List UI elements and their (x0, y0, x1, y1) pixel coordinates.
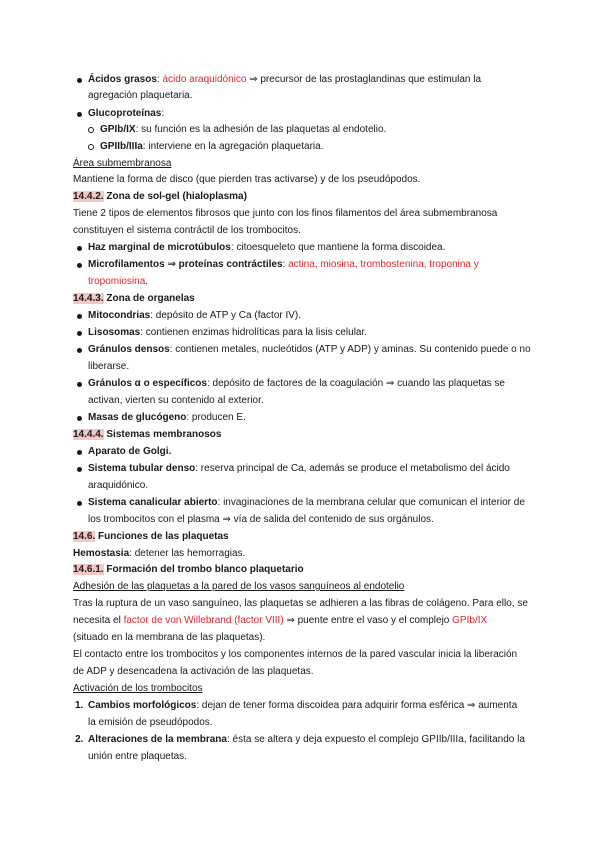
section-heading-1444 (73, 428, 221, 442)
text: : producen E. (186, 412, 246, 423)
sub-bullet-icon (88, 127, 94, 133)
term: Haz marginal de microtúbulos (88, 242, 231, 253)
numbered-item-2-cont: unión entre plaquetas. (88, 751, 187, 762)
bullet-icon (77, 263, 82, 268)
section-heading-1443 (73, 292, 195, 306)
bullet-icon (77, 348, 82, 353)
term: Gránulos α o específicos (88, 378, 207, 389)
text: : depósito de factores de la coagulación ⇒ cuando las plaquetas se (206, 378, 505, 389)
highlight-text: tropomiosina (88, 276, 146, 287)
list-item-haz (88, 241, 445, 255)
list-item-liso (88, 326, 367, 340)
term: Hemostasia (73, 548, 130, 559)
text: : citoesqueleto que mantiene la forma discoidea. (230, 242, 446, 253)
term: Ácidos grasos (88, 74, 157, 85)
sub-item-gpib (100, 123, 386, 137)
term: Aparato de Golgi (88, 446, 169, 457)
list-item-golgi (88, 445, 171, 459)
paragraph-line: Tiene 2 tipos de elementos fibrosos que junto con los finos filamentos del área submembranosa (73, 208, 498, 219)
list-item-canal-cont: los trombocitos con el plasma ⇒ vía de salida del contenido de sus orgánulos. (88, 514, 434, 525)
bullet-icon (77, 467, 82, 472)
colon: : (161, 108, 165, 119)
paragraph-line: de ADP y desencadena la activación de las plaquetas. (73, 666, 314, 677)
text: ⇒ precursor de las prostaglandinas que estimulan la (246, 74, 482, 85)
section-number: 14.6. (73, 531, 96, 542)
text: : detener las hemorragias. (129, 548, 246, 559)
section-number: 14.4.2. (73, 191, 104, 202)
text: . (168, 446, 172, 457)
paragraph-line: El contacto entre los trombocitos y los componentes internos de la pared vascular inicia la liberación (73, 649, 518, 660)
paragraph-line: Tras la ruptura de un vaso sanguíneo, las plaquetas se adhieren a las fibras de colágeno. Para ello, se (73, 598, 528, 609)
numbered-item-2 (88, 733, 525, 747)
term: Microfilamentos ⇒ proteínas contráctiles (88, 259, 283, 270)
paragraph-line: (situado en la membrana de las plaquetas). (73, 632, 266, 643)
list-item-gluco (88, 107, 164, 121)
numbered-item-1-cont: la emisión de pseudópodos. (88, 717, 213, 728)
section-title: Sistemas membranosos (103, 429, 222, 440)
text: : contienen enzimas hidrolíticas para la lisis celular. (140, 327, 368, 338)
area-heading: Área submembranosa (73, 158, 172, 169)
bullet-icon (77, 112, 82, 117)
term: Alteraciones de la membrana (88, 734, 227, 745)
list-item-alpha-cont: activan, vierten su contenido al exterior. (88, 395, 264, 406)
text: : contienen metales, nucleótidos (ATP y ADP) y aminas. Su contenido puede o no (169, 344, 531, 355)
list-item-alpha (88, 377, 505, 391)
term: Glucoproteínas (88, 108, 162, 119)
text: : su función es la adhesión de las plaquetas al endotelio. (135, 124, 387, 135)
section-heading-146 (73, 530, 229, 544)
section-number: 14.4.4. (73, 429, 104, 440)
list-number: 2. (75, 734, 84, 745)
section-title: Zona de organelas (103, 293, 195, 304)
paragraph-line: constituyen el sistema contráctil de los trombocitos. (73, 225, 301, 236)
highlight-text: ácido araquidónico (162, 74, 247, 85)
bullet-icon (77, 331, 82, 336)
list-item-acidos-cont: agregación plaquetaria. (88, 90, 193, 101)
sub-item-gpiib (100, 140, 323, 154)
numbered-item-1 (88, 699, 517, 713)
text: . (145, 276, 149, 287)
list-item-canal (88, 496, 525, 510)
bullet-icon (77, 78, 82, 83)
paragraph-hemostasia (73, 547, 245, 561)
sub-bullet-icon (88, 144, 94, 150)
text: : dejan de tener forma discoidea para adquirir forma esférica ⇒ aumenta (196, 700, 518, 711)
highlight-text: factor de von Willebrand (factor VIII) (123, 615, 284, 626)
colon: : (156, 74, 160, 85)
section-heading-1461 (73, 563, 304, 577)
bullet-icon (77, 501, 82, 506)
activation-heading: Activación de los trombocitos (73, 683, 203, 694)
text: necesita el (73, 615, 124, 626)
bullet-icon (77, 416, 82, 421)
list-item-masas (88, 411, 246, 425)
bullet-icon (77, 382, 82, 387)
term: Mitocondrias (88, 310, 151, 321)
section-number: 14.6.1. (73, 564, 104, 575)
list-item-tubular-cont: araquidónico. (88, 480, 149, 491)
list-item-gran (88, 343, 531, 357)
text: : interviene en la agregación plaquetaria. (142, 141, 324, 152)
highlight-text: actina, miosina, trombostenina, troponina y (288, 259, 479, 270)
list-item-mito (88, 309, 301, 323)
term: Masas de glucógeno (88, 412, 187, 423)
section-title: Formación del trombo blanco plaquetario (103, 564, 304, 575)
bullet-icon (77, 246, 82, 251)
term: GPIIb/IIIa (100, 141, 143, 152)
section-number: 14.4.3. (73, 293, 104, 304)
term: GPIb/IX (100, 124, 136, 135)
text: ⇒ puente entre el vaso y el complejo (283, 615, 453, 626)
term: Sistema tubular denso (88, 463, 196, 474)
list-item-micro (88, 258, 479, 272)
text: : ésta se altera y deja expuesto el complejo GPIIb/IIIa, facilitando la (226, 734, 525, 745)
text: : depósito de ATP y Ca (factor IV). (150, 310, 302, 321)
list-item-micro-cont (88, 275, 148, 289)
colon: : (282, 259, 289, 270)
list-item-acidos (88, 73, 481, 87)
section-title: Zona de sol-gel (hialoplasma) (103, 191, 247, 202)
paragraph-line (73, 614, 487, 628)
bullet-icon (77, 314, 82, 319)
term: Lisosomas (88, 327, 141, 338)
term: Sistema canalicular abierto (88, 497, 218, 508)
text: : invaginaciones de la membrana celular que comunican el interior de (217, 497, 525, 508)
term: Cambios morfológicos (88, 700, 197, 711)
list-number: 1. (75, 700, 84, 711)
adhesion-heading: Adhesión de las plaquetas a la pared de los vasos sanguíneos al endotelio (73, 581, 405, 592)
list-item-tubular (88, 462, 510, 476)
term: Gránulos densos (88, 344, 170, 355)
text: : reserva principal de Ca, además se produce el metabolismo del ácido (195, 463, 510, 474)
highlight-text: GPIb/IX (452, 615, 488, 626)
section-heading-1442 (73, 190, 247, 204)
section-title: Funciones de las plaquetas (95, 531, 229, 542)
area-text: Mantiene la forma de disco (que pierden tras activarse) y de los pseudópodos. (73, 174, 421, 185)
list-item-gran-cont: liberarse. (88, 361, 130, 372)
bullet-icon (77, 450, 82, 455)
